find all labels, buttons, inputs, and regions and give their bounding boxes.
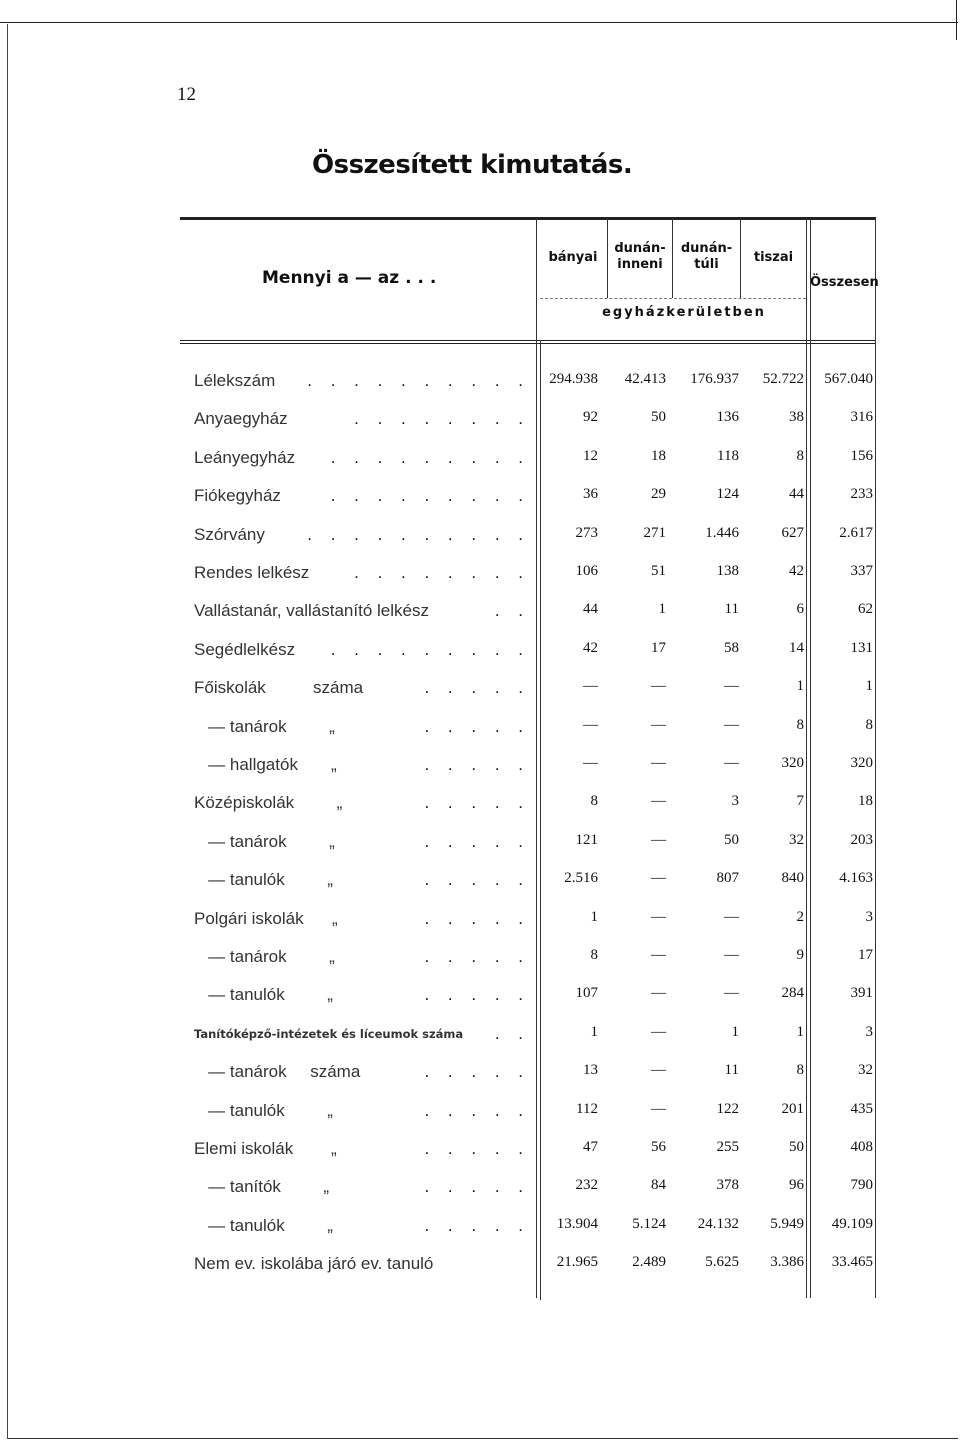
row-value: —	[583, 678, 598, 695]
row-value: 1	[590, 908, 598, 925]
row-value: —	[651, 947, 666, 963]
row-value: 44	[789, 486, 804, 503]
col-header-tiszai: tiszai	[753, 250, 794, 265]
subheader-egyhazkerulet: egyházkerületben	[602, 305, 766, 320]
row-label: Főiskolák száma	[194, 678, 364, 698]
row-value: 8	[865, 716, 873, 733]
row-value: 56	[651, 1139, 666, 1155]
row-value: 337	[850, 563, 873, 579]
col-header-dunantuli: dunán- túli	[680, 241, 733, 272]
row-value: —	[651, 1023, 666, 1040]
row-value: 320	[850, 755, 873, 771]
row-value: 378	[716, 1177, 739, 1194]
row-value: 627	[781, 524, 804, 541]
page-title: Összesített kimutatás.	[312, 150, 633, 180]
table-row	[0, 717, 960, 755]
subheader-rule	[540, 298, 806, 300]
row-value: —	[651, 985, 666, 1002]
row-value: 8	[590, 793, 598, 810]
header-rule-1	[180, 340, 876, 341]
row-label: — tanárok „	[194, 947, 335, 966]
row-value: 112	[576, 1100, 598, 1117]
row-value: 320	[781, 755, 804, 771]
row-value: —	[724, 678, 739, 695]
row-leader-dots: . . . . .	[424, 1100, 530, 1120]
row-leader-dots: . . . . . . . . .	[330, 639, 530, 659]
row-value: 232	[575, 1177, 598, 1194]
row-value: 807	[716, 870, 739, 887]
row-value: —	[651, 908, 666, 925]
table-row	[0, 525, 960, 563]
row-value: —	[724, 947, 739, 963]
table-row	[0, 755, 960, 793]
table-row	[0, 1177, 960, 1215]
row-value: 8	[796, 1062, 804, 1079]
table-row	[0, 601, 960, 639]
row-value: 17	[858, 947, 873, 963]
table-row	[0, 1254, 960, 1292]
row-value: —	[651, 755, 666, 771]
row-label: Polgári iskolák „	[194, 908, 338, 928]
row-value: 4.163	[839, 870, 873, 887]
row-value: 7	[796, 793, 804, 810]
row-value: 567.040	[824, 371, 873, 387]
table-row	[0, 486, 960, 524]
row-value: —	[724, 985, 739, 1002]
row-value: 1	[865, 678, 873, 695]
row-value: 96	[789, 1177, 804, 1194]
row-value: 408	[850, 1139, 873, 1155]
row-leader-dots: . . . . . . . . .	[330, 486, 530, 506]
table-row	[0, 793, 960, 831]
row-value: 156	[850, 447, 873, 464]
row-value: 50	[651, 409, 666, 426]
table-row	[0, 985, 960, 1023]
row-value: 1	[590, 1023, 598, 1040]
row-value: 38	[789, 409, 804, 426]
table-top-rule	[180, 217, 876, 220]
row-leader-dots: . . . . . . . .	[354, 409, 530, 429]
row-value: 36	[583, 486, 598, 503]
row-value: 316	[850, 409, 873, 426]
row-label: Anyaegyház	[194, 409, 288, 429]
table-row	[0, 448, 960, 486]
table-row	[0, 678, 960, 716]
row-value: 136	[716, 409, 739, 426]
row-value: —	[651, 716, 666, 733]
row-value: 18	[651, 447, 666, 464]
row-value: 255	[716, 1139, 739, 1155]
row-label: Vallástanár, vallástanító lelkész	[194, 601, 429, 621]
row-value: 44	[583, 601, 598, 618]
row-value: 11	[724, 1062, 739, 1079]
row-value: —	[724, 755, 739, 771]
row-leader-dots: . . . . .	[424, 755, 530, 774]
table-row	[0, 409, 960, 447]
table-row	[0, 563, 960, 601]
row-value: 47	[583, 1139, 598, 1155]
row-value: —	[583, 755, 598, 771]
table-row	[0, 1101, 960, 1139]
row-label: Középiskolák „	[194, 793, 343, 813]
row-label: Szórvány	[194, 524, 265, 544]
row-value: 790	[850, 1177, 873, 1194]
row-leader-dots: . . . . .	[424, 716, 530, 736]
row-value: 131	[850, 639, 873, 656]
table-row	[0, 909, 960, 947]
row-value: 435	[850, 1100, 873, 1117]
row-value: 118	[717, 447, 739, 464]
row-value: 8	[590, 947, 598, 963]
page-number: 12	[177, 84, 196, 105]
row-label: — tanulók „	[194, 985, 333, 1005]
row-label: — tanulók „	[194, 1100, 333, 1120]
table-row	[0, 640, 960, 678]
table-row	[0, 1139, 960, 1177]
row-value: 6	[796, 601, 804, 618]
row-value: 201	[781, 1100, 804, 1117]
row-leader-dots: . .	[494, 601, 530, 621]
row-value: 18	[858, 793, 873, 810]
row-value: —	[651, 793, 666, 810]
row-label: — tanítók „	[194, 1177, 330, 1197]
row-value: 121	[575, 831, 598, 848]
row-value: 3.386	[770, 1254, 804, 1271]
row-leader-dots: . . . . .	[424, 678, 530, 698]
row-label: — hallgatók „	[194, 755, 337, 774]
row-value: —	[651, 870, 666, 887]
row-value: 8	[796, 447, 804, 464]
row-value: 42	[583, 639, 598, 656]
row-value: 62	[858, 601, 873, 618]
row-value: 271	[643, 524, 666, 541]
row-value: 3	[731, 793, 739, 810]
row-label: Nem ev. iskolába járó ev. tanuló	[194, 1254, 434, 1274]
row-label: Tanítóképző-intézetek és líceumok száma	[194, 1026, 464, 1041]
row-value: 50	[789, 1139, 804, 1155]
header-rule-2	[180, 343, 876, 344]
row-label: — tanulók „	[194, 870, 333, 890]
row-value: —	[651, 1062, 666, 1079]
bottom-border	[8, 1438, 958, 1439]
row-leader-dots: . . . . .	[424, 1215, 530, 1235]
row-value: 124	[716, 486, 739, 503]
row-value: 176.937	[690, 371, 739, 387]
row-value: 5.949	[770, 1215, 804, 1232]
row-value: 49.109	[831, 1215, 873, 1232]
row-value: 2.516	[564, 870, 598, 887]
row-value: 17	[651, 639, 666, 656]
row-value: 9	[796, 947, 804, 963]
row-value: 33.465	[831, 1254, 873, 1271]
row-value: 106	[575, 563, 598, 579]
row-value: 24.132	[697, 1215, 739, 1232]
table-row	[0, 371, 960, 409]
col-header-osszesen: Összesen	[810, 275, 879, 290]
row-value: 50	[724, 831, 739, 848]
table-row	[0, 1062, 960, 1100]
row-value: 92	[583, 409, 598, 426]
row-leader-dots: . . . . . . . .	[354, 563, 530, 582]
row-value: 1	[731, 1023, 739, 1040]
row-value: 11	[724, 601, 739, 618]
row-leader-dots: . . . . .	[424, 1139, 530, 1158]
row-value: 2.489	[632, 1254, 666, 1271]
row-label-header: Mennyi a — az . . .	[262, 268, 437, 288]
row-value: 3	[865, 908, 873, 925]
row-label: Segédlelkész	[194, 639, 296, 659]
row-value: 203	[850, 831, 873, 848]
row-leader-dots: . . . . .	[424, 985, 530, 1005]
table-row	[0, 1216, 960, 1254]
row-value: 32	[858, 1062, 873, 1079]
col-header-banyai: bányai	[548, 250, 598, 265]
row-value: 52.722	[762, 371, 804, 387]
row-value: 84	[651, 1177, 666, 1194]
row-value: —	[651, 831, 666, 848]
table-row	[0, 870, 960, 908]
row-value: 391	[850, 985, 873, 1002]
row-value: 21.965	[556, 1254, 598, 1271]
right-border	[956, 0, 957, 40]
row-value: 138	[716, 563, 739, 579]
row-value: 5.625	[705, 1254, 739, 1271]
row-value: 107	[575, 985, 598, 1002]
row-value: 51	[651, 563, 666, 579]
row-leader-dots: . . . . .	[424, 870, 530, 890]
row-leader-dots: . . . . .	[424, 1062, 530, 1082]
row-value: 12	[583, 447, 598, 464]
row-value: 13.904	[556, 1215, 598, 1232]
row-value: 3	[865, 1023, 873, 1040]
row-value: 122	[716, 1100, 739, 1117]
row-value: 233	[850, 486, 873, 503]
row-label: — tanulók „	[194, 1215, 333, 1235]
row-value: —	[651, 1100, 666, 1117]
row-value: 2	[796, 908, 804, 925]
table-row	[0, 832, 960, 870]
row-label: Elemi iskolák „	[194, 1139, 337, 1158]
row-value: 58	[724, 639, 739, 656]
row-label: Fiókegyház	[194, 486, 281, 506]
col-header-dunaninneni: dunán- inneni	[614, 241, 666, 272]
row-leader-dots: . . . . . . . . . .	[307, 524, 530, 544]
row-value: 1	[796, 678, 804, 695]
row-value: 1	[658, 601, 666, 618]
row-value: 8	[796, 716, 804, 733]
row-leader-dots: . . . . .	[424, 1177, 530, 1197]
row-value: 284	[781, 985, 804, 1002]
row-leader-dots: . .	[494, 1023, 530, 1043]
row-value: 29	[651, 486, 666, 503]
row-leader-dots: . . . . .	[424, 793, 530, 813]
row-leader-dots: . . . . .	[424, 831, 530, 851]
row-value: —	[724, 716, 739, 733]
row-value: 14	[789, 639, 804, 656]
top-border	[0, 22, 958, 23]
row-leader-dots: . . . . .	[424, 908, 530, 928]
row-label: — tanárok száma	[194, 1062, 361, 1082]
row-value: 1	[796, 1023, 804, 1040]
row-label: Rendes lelkész	[194, 563, 310, 582]
table-row	[0, 1024, 960, 1062]
row-leader-dots: . . . . . . . . .	[330, 447, 530, 467]
row-value: 2.617	[839, 524, 873, 541]
row-label: — tanárok „	[194, 716, 335, 736]
row-value: 5.124	[632, 1215, 666, 1232]
row-value: —	[583, 716, 598, 733]
row-value: —	[651, 678, 666, 695]
row-value: 42.413	[624, 371, 666, 387]
row-label: — tanárok „	[194, 831, 335, 851]
table-row	[0, 947, 960, 985]
row-leader-dots: . . . . . . . . . .	[307, 371, 530, 390]
row-value: 273	[575, 524, 598, 541]
row-leader-dots: . . . . .	[424, 947, 530, 966]
row-value: 1.446	[705, 524, 739, 541]
row-value: 13	[583, 1062, 598, 1079]
row-label: Leányegyház	[194, 447, 296, 467]
row-value: —	[724, 908, 739, 925]
row-value: 32	[789, 831, 804, 848]
row-value: 42	[789, 563, 804, 579]
row-label: Lélekszám	[194, 371, 276, 390]
row-value: 294.938	[549, 371, 598, 387]
row-value: 840	[781, 870, 804, 887]
